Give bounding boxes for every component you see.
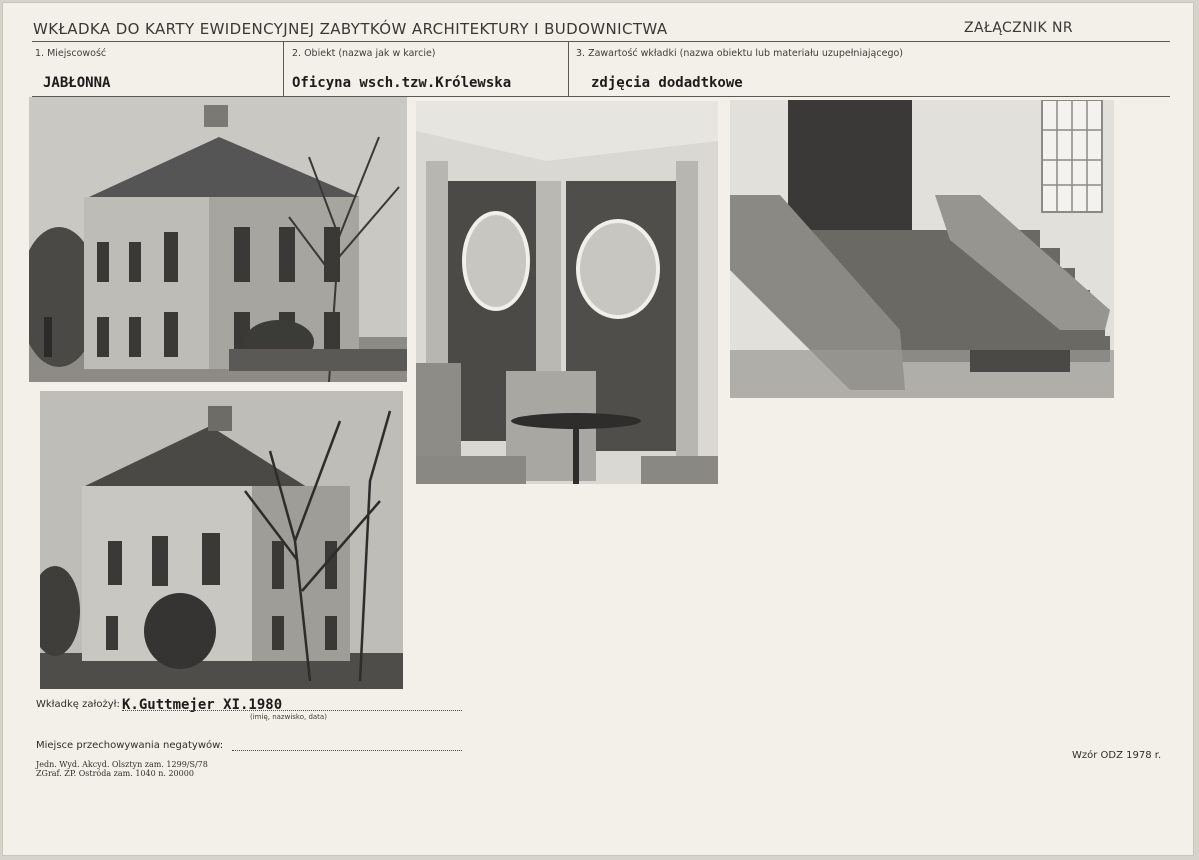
contents-value: zdjęcia dodadtkowe xyxy=(591,75,743,91)
object-label: 2. Obiekt (nazwa jak w karcie) xyxy=(292,48,436,59)
locality-value: JABŁONNA xyxy=(43,75,111,91)
field-divider-2 xyxy=(568,42,569,96)
photo-building-corner xyxy=(40,391,403,689)
founded-label: Wkładkę założył: xyxy=(36,699,120,710)
print-info-line1: Jedn. Wyd. Akcyd. Olsztyn zam. 1299/S/78 xyxy=(36,760,208,769)
locality-label: 1. Miejscowość xyxy=(35,48,107,59)
record-sheet xyxy=(2,2,1194,856)
photo-building-front xyxy=(29,97,407,382)
field-divider-1 xyxy=(283,42,284,96)
contents-label: 3. Zawartość wkładki (nazwa obiektu lub materiału uzupełniającego) xyxy=(576,48,903,59)
object-value: Oficyna wsch.tzw.Królewska xyxy=(292,75,512,91)
form-title: WKŁADKA DO KARTY EWIDENCYJNEJ ZABYTKÓW ARCHITEKTURY I BUDOWNICTWA xyxy=(33,20,668,38)
photo-entrance-steps xyxy=(730,100,1114,398)
founded-hint: (imię, nazwisko, data) xyxy=(250,713,327,721)
annex-label: ZAŁĄCZNIK NR xyxy=(964,20,1073,36)
photo-interior xyxy=(416,101,718,484)
negatives-dotted-line xyxy=(232,750,462,751)
form-pattern-label: Wzór ODZ 1978 r. xyxy=(1072,750,1162,761)
negatives-label: Miejsce przechowywania negatywów: xyxy=(36,740,224,751)
founded-value: K.Guttmejer XI.1980 xyxy=(122,697,283,713)
print-info-line2: ZGraf. ZP. Ostróda zam. 1040 n. 20000 xyxy=(36,769,194,778)
header-rule-top xyxy=(32,41,1170,42)
founded-dotted-line xyxy=(122,710,462,711)
